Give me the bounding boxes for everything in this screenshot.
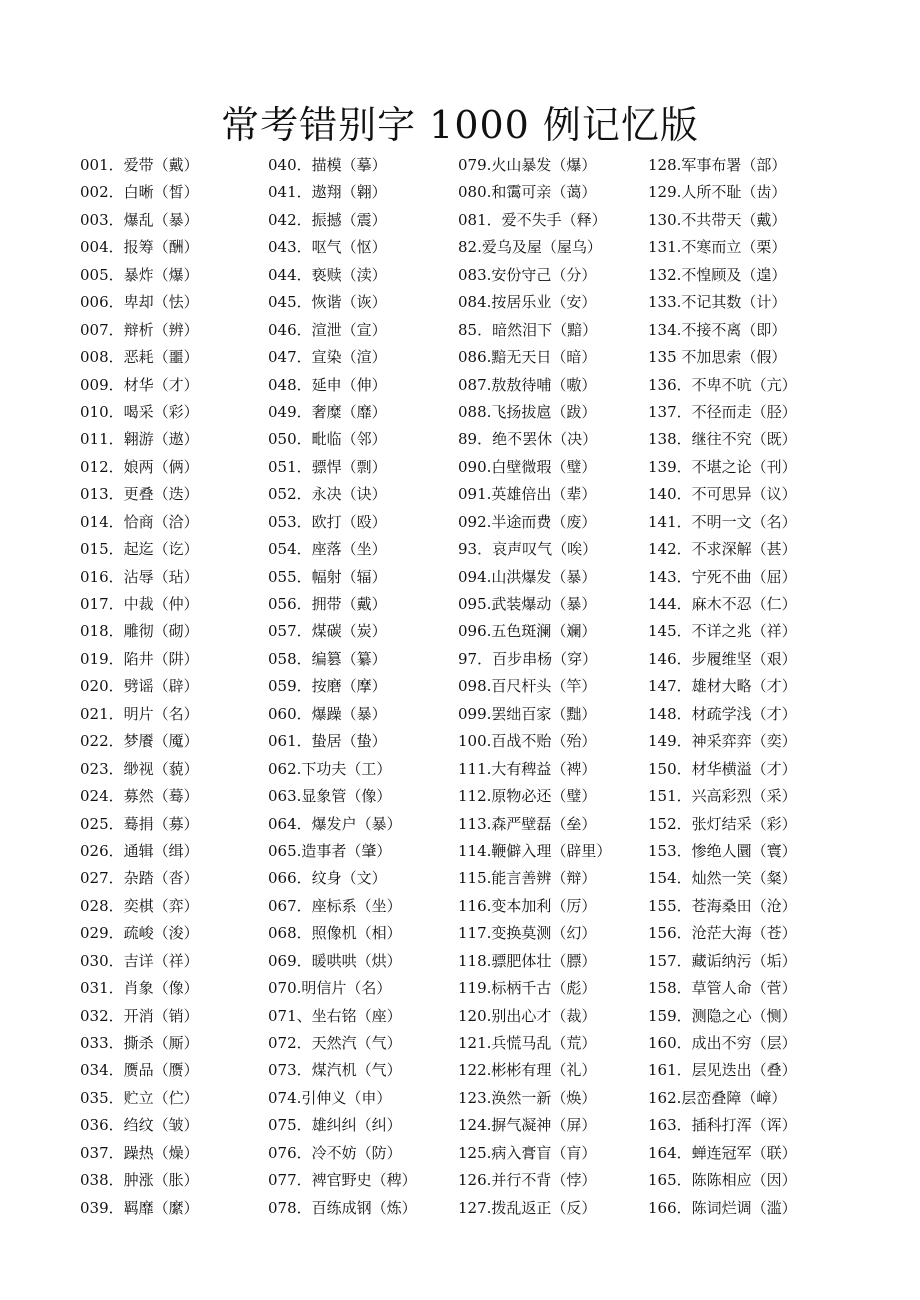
word-entry: 088.飞扬拔扈（跋） bbox=[458, 402, 597, 421]
word-entry: 153．惨绝人圜（寰） bbox=[648, 841, 797, 860]
word-entry: 122.彬彬有理（礼） bbox=[458, 1061, 597, 1080]
word-entry: 155．苍海桑田（沧） bbox=[648, 896, 797, 915]
word-entry: 152．张灯结采（彩） bbox=[648, 814, 797, 833]
word-entry: 028．奕棋（弈） bbox=[80, 896, 199, 915]
word-entry: 145．不详之兆（祥） bbox=[648, 622, 797, 641]
word-entry: 013．更叠（迭） bbox=[80, 485, 199, 504]
word-entry: 006．卑却（怯） bbox=[80, 293, 199, 312]
word-entry: 070.明信片（名） bbox=[268, 979, 392, 998]
word-entry: 148．材疏学浅（才） bbox=[648, 704, 797, 723]
word-entry: 019．陷井（阱） bbox=[80, 649, 199, 668]
word-entry: 027．杂踏（沓） bbox=[80, 869, 199, 888]
word-entry: 159．测隐之心（恻） bbox=[648, 1006, 797, 1025]
word-entry: 001．爱带（戴） bbox=[80, 156, 199, 174]
word-entry: 156．沧茫大海（苍） bbox=[648, 924, 797, 943]
word-entry: 063.显象管（像） bbox=[268, 787, 392, 806]
word-entry: 009．材华（才） bbox=[80, 375, 199, 394]
word-entry: 087.敖敖待哺（嗷） bbox=[458, 375, 597, 394]
word-column-1 bbox=[80, 152, 199, 1222]
word-entry: 151．兴高彩烈（采） bbox=[648, 787, 797, 806]
word-entry: 066．纹身（文） bbox=[268, 869, 387, 888]
word-entry: 003．爆乱（暴） bbox=[80, 210, 199, 229]
word-entry: 036．绉纹（皱） bbox=[80, 1116, 199, 1135]
word-entry: 042．振撼（震） bbox=[268, 210, 387, 229]
word-entry: 97．百步串杨（穿） bbox=[458, 649, 598, 668]
word-entry: 128.军事布署（部） bbox=[648, 156, 787, 174]
word-entry: 037．躁热（燥） bbox=[80, 1143, 199, 1162]
word-entry: 018．雕彻（砌） bbox=[80, 622, 199, 641]
word-entry: 165．陈陈相应（因） bbox=[648, 1171, 797, 1190]
word-entry: 149．神采弈弈（奕） bbox=[648, 732, 797, 751]
word-entry: 127.拨乱返正（反） bbox=[458, 1198, 597, 1217]
word-entry: 010．喝采（彩） bbox=[80, 402, 199, 421]
word-entry: 015．起迄（讫） bbox=[80, 540, 199, 559]
word-entry: 056．拥带（戴） bbox=[268, 595, 387, 613]
word-entry: 098.百尺杆头（竿） bbox=[458, 677, 597, 696]
word-column-2 bbox=[268, 152, 417, 1222]
word-entry: 072．天然汽（气） bbox=[268, 1034, 402, 1052]
word-entry: 133.不记其数（计） bbox=[648, 293, 787, 312]
word-entry: 077．裨官野史（稗） bbox=[268, 1171, 417, 1190]
word-entry: 095.武装爆动（暴） bbox=[458, 595, 597, 613]
word-entry: 162.层峦叠障（嶂） bbox=[648, 1088, 787, 1107]
word-entry: 091.英雄倍出（辈） bbox=[458, 485, 597, 504]
word-entry: 131.不寒而立（栗） bbox=[648, 238, 787, 257]
word-entry: 85．暗然泪下（黯） bbox=[458, 320, 598, 339]
word-entry: 120.别出心才（裁） bbox=[458, 1006, 597, 1025]
word-entry: 092.半途而费（废） bbox=[458, 512, 597, 531]
word-entry: 008．恶耗（噩） bbox=[80, 348, 199, 367]
word-entry: 157．藏诟纳污（垢） bbox=[648, 951, 797, 970]
word-entry: 123.涣然一新（焕） bbox=[458, 1088, 597, 1107]
word-entry: 059．按磨（摩） bbox=[268, 677, 387, 696]
word-entry: 161．层见迭出（叠） bbox=[648, 1061, 797, 1080]
word-entry: 166．陈词烂调（滥） bbox=[648, 1198, 797, 1217]
word-entry: 086.黯无天日（暗） bbox=[458, 348, 597, 367]
word-entry: 135 不加思索（假） bbox=[648, 348, 787, 367]
word-entry: 067．座标系（坐） bbox=[268, 896, 402, 915]
word-entry: 090.白壁微瑕（璧） bbox=[458, 457, 597, 476]
word-entry: 083.安份守己（分） bbox=[458, 265, 597, 284]
word-entry: 024．募然（蓦） bbox=[80, 787, 199, 806]
word-entry: 050．毗临（邻） bbox=[268, 430, 387, 449]
word-entry: 080.和霭可亲（蔼） bbox=[458, 183, 597, 202]
word-entry: 144．麻木不忍（仁） bbox=[648, 595, 797, 613]
word-entry: 93．哀声叹气（唉） bbox=[458, 540, 598, 559]
word-entry: 043．呕气（怄） bbox=[268, 238, 387, 257]
word-entry: 164．蝉连冠军（联） bbox=[648, 1143, 797, 1162]
word-entry: 022．梦餍（魇） bbox=[80, 732, 199, 751]
word-entry: 146．步履维坚（艰） bbox=[648, 649, 797, 668]
word-entry: 023．缈视（藐） bbox=[80, 759, 199, 778]
word-entry: 068．照像机（相） bbox=[268, 924, 402, 943]
word-entry: 158．草管人命（菅） bbox=[648, 979, 797, 998]
word-entry: 032．开消（销） bbox=[80, 1006, 199, 1025]
word-entry: 117.变换莫测（幻） bbox=[458, 924, 597, 943]
word-entry: 139．不堪之论（刊） bbox=[648, 457, 797, 476]
word-entry: 039．羁靡（縻） bbox=[80, 1198, 199, 1217]
word-entry: 115.能言善辨（辩） bbox=[458, 869, 597, 888]
word-entry: 129.人所不耻（齿） bbox=[648, 183, 787, 202]
word-entry: 053．欧打（殴） bbox=[268, 512, 387, 531]
word-entry: 002．白晰（皙） bbox=[80, 183, 199, 202]
word-entry: 045．恢谐（诙） bbox=[268, 293, 387, 312]
word-entry: 007．辩析（辨） bbox=[80, 320, 199, 339]
word-entry: 012．娘两（俩） bbox=[80, 457, 199, 476]
word-entry: 060．爆躁（暴） bbox=[268, 704, 387, 723]
word-entry: 076．冷不妨（防） bbox=[268, 1143, 402, 1162]
word-entry: 057．煤碳（炭） bbox=[268, 622, 387, 641]
word-entry: 163．插科打浑（诨） bbox=[648, 1116, 797, 1135]
word-entry: 143．宁死不曲（屈） bbox=[648, 567, 797, 586]
page-title: 常考错别字 1000 例记忆版 bbox=[221, 103, 699, 147]
word-entry: 005．暴炸（爆） bbox=[80, 265, 199, 284]
word-entry: 125.病入膏盲（肓） bbox=[458, 1143, 597, 1162]
word-entry: 026．通辑（缉） bbox=[80, 841, 199, 860]
word-entry: 099.罢绌百家（黜） bbox=[458, 704, 597, 723]
word-entry: 140．不可思异（议） bbox=[648, 485, 797, 504]
word-entry: 029．疏峻（浚） bbox=[80, 924, 199, 943]
word-entry: 062.下功夫（工） bbox=[268, 759, 392, 778]
word-entry: 046．渲泄（宣） bbox=[268, 320, 387, 339]
word-column-4 bbox=[648, 152, 797, 1222]
word-entry: 052．永决（诀） bbox=[268, 485, 387, 504]
word-entry: 071、坐右铭（座） bbox=[268, 1006, 402, 1025]
word-entry: 061．蛰居（蛰） bbox=[268, 732, 387, 751]
word-entry: 047．宣染（渲） bbox=[268, 348, 387, 367]
word-entry: 004．报筹（酬） bbox=[80, 238, 199, 257]
word-entry: 031．肖象（像） bbox=[80, 979, 199, 998]
word-entry: 142．不求深解（甚） bbox=[648, 540, 797, 559]
word-entry: 054．座落（坐） bbox=[268, 540, 387, 559]
word-entry: 038．肿涨（胀） bbox=[80, 1171, 199, 1190]
word-entry: 016．沾辱（玷） bbox=[80, 567, 199, 586]
word-entry: 113.森严壁磊（垒） bbox=[458, 814, 597, 833]
word-entry: 055．幅射（辐） bbox=[268, 567, 387, 586]
word-entry: 137．不径而走（胫） bbox=[648, 402, 797, 421]
word-entry: 069．暖哄哄（烘） bbox=[268, 951, 402, 970]
word-entry: 074.引伸义（申） bbox=[268, 1088, 392, 1107]
word-entry: 048．延申（伸） bbox=[268, 375, 387, 394]
word-entry: 121.兵慌马乱（荒） bbox=[458, 1034, 597, 1052]
word-entry: 134.不接不离（即） bbox=[648, 320, 787, 339]
word-entry: 136．不卑不吭（亢） bbox=[648, 375, 797, 394]
word-entry: 130.不共带天（戴） bbox=[648, 210, 787, 229]
word-entry: 035．贮立（伫） bbox=[80, 1088, 199, 1107]
word-entry: 041．遨翔（翱） bbox=[268, 183, 387, 202]
word-entry: 100.百战不贻（殆） bbox=[458, 732, 597, 751]
word-entry: 079.火山暴发（爆） bbox=[458, 156, 597, 174]
word-entry: 112.原物必还（璧） bbox=[458, 787, 597, 806]
word-entry: 075．雄纠纠（纠） bbox=[268, 1116, 402, 1135]
word-entry: 065.造事者（肇） bbox=[268, 841, 392, 860]
word-column-3 bbox=[458, 152, 611, 1222]
word-entry: 049．奢糜（靡） bbox=[268, 402, 387, 421]
word-entry: 154．灿然一笑（粲） bbox=[648, 869, 797, 888]
word-entry: 084.按居乐业（安） bbox=[458, 293, 597, 312]
word-entry: 147．雄材大略（才） bbox=[648, 677, 797, 696]
word-entry: 025．蓦捐（募） bbox=[80, 814, 199, 833]
word-entry: 82.爱乌及屋（屋乌） bbox=[458, 238, 602, 257]
word-entry: 126.并行不背（悖） bbox=[458, 1171, 597, 1190]
word-entry: 014．恰商（洽） bbox=[80, 512, 199, 531]
word-entry: 150．材华横溢（才） bbox=[648, 759, 797, 778]
word-entry: 051．骠悍（剽） bbox=[268, 457, 387, 476]
word-entry: 119.标柄千古（彪） bbox=[458, 979, 597, 998]
word-entry: 034．赝品（赝） bbox=[80, 1061, 199, 1080]
word-entry: 114.鞭僻入理（辟里） bbox=[458, 841, 612, 860]
word-entry: 118.骠肥体壮（膘） bbox=[458, 951, 597, 970]
word-entry: 078．百练成钢（炼） bbox=[268, 1198, 417, 1217]
word-entry: 094.山洪爆发（暴） bbox=[458, 567, 597, 586]
word-entry: 044．亵赎（渎） bbox=[268, 265, 387, 284]
word-entry: 138．继往不究（既） bbox=[648, 430, 797, 449]
word-entry: 040．描模（摹） bbox=[268, 156, 387, 174]
word-entry: 073．煤汽机（气） bbox=[268, 1061, 402, 1080]
word-entry: 030．吉详（祥） bbox=[80, 951, 199, 970]
word-entry: 89．绝不罢休（决） bbox=[458, 430, 598, 449]
word-entry: 021．明片（名） bbox=[80, 704, 199, 723]
word-entry: 064．爆发户（暴） bbox=[268, 814, 402, 833]
word-entry: 132.不惶顾及（遑） bbox=[648, 265, 787, 284]
word-entry: 011．翱游（遨） bbox=[80, 430, 199, 449]
word-entry: 020．劈谣（辟） bbox=[80, 677, 199, 696]
word-entry: 111.大有稗益（裨） bbox=[458, 759, 597, 778]
word-entry: 124.摒气凝神（屏） bbox=[458, 1116, 597, 1135]
word-entry: 033．撕杀（厮） bbox=[80, 1034, 199, 1052]
word-entry: 096.五色斑澜（斓） bbox=[458, 622, 597, 641]
word-entry: 017．中裁（仲） bbox=[80, 595, 199, 613]
word-entry: 116.变本加利（厉） bbox=[458, 896, 597, 915]
word-entry: 058．编篡（纂） bbox=[268, 649, 387, 668]
word-entry: 081．爱不失手（释） bbox=[458, 210, 607, 229]
word-entry: 141．不明一文（名） bbox=[648, 512, 797, 531]
word-entry: 160．成出不穷（层） bbox=[648, 1034, 797, 1052]
